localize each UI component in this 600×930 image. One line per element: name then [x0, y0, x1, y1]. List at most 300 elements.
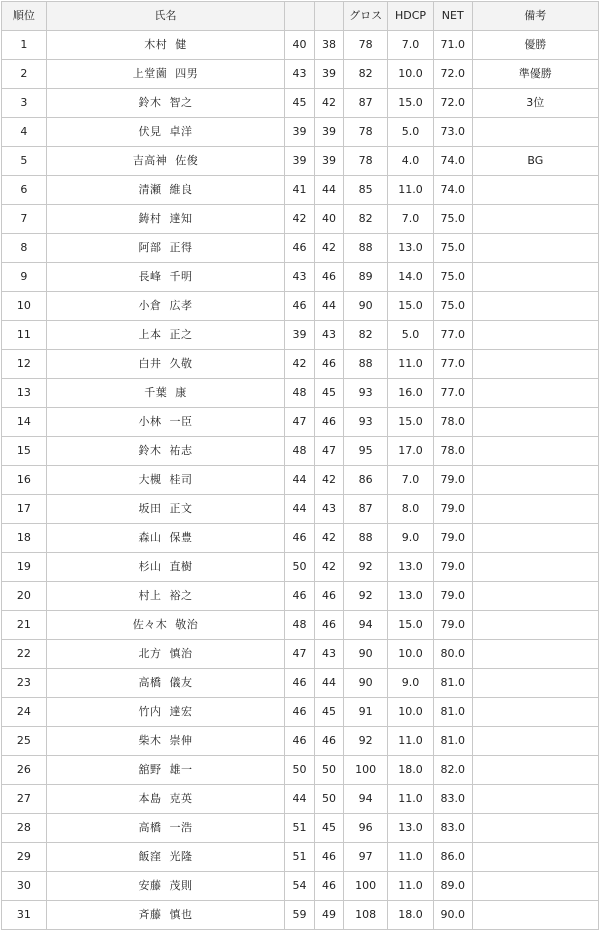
note-cell [472, 205, 598, 234]
player-name-cell [46, 495, 284, 524]
player-name-cell [46, 176, 284, 205]
hdcp-cell: 4.0 [388, 147, 434, 176]
note-cell [472, 350, 598, 379]
hdcp-cell: 11.0 [388, 843, 434, 872]
gross-cell: 97 [344, 843, 388, 872]
in-score-cell: 42 [314, 234, 344, 263]
player-name-cell [46, 437, 284, 466]
hdcp-cell: 8.0 [388, 495, 434, 524]
rank-cell: 15 [2, 437, 47, 466]
rank-cell: 27 [2, 785, 47, 814]
hdcp-cell: 5.0 [388, 321, 434, 350]
rank-cell: 29 [2, 843, 47, 872]
rank-cell: 3 [2, 89, 47, 118]
given-name: 慎也 [169, 908, 193, 921]
rank-cell: 28 [2, 814, 47, 843]
given-name: 儀友 [169, 676, 193, 689]
in-score-cell: 44 [314, 176, 344, 205]
table-row [2, 727, 599, 756]
results-table [1, 1, 599, 930]
gross-cell: 92 [344, 582, 388, 611]
player-name-cell [46, 611, 284, 640]
net-cell: 71.0 [433, 31, 472, 60]
family-name: 鈴木 [138, 96, 162, 109]
gross-cell: 88 [344, 350, 388, 379]
player-name-cell [46, 843, 284, 872]
net-cell: 81.0 [433, 669, 472, 698]
table-row [2, 379, 599, 408]
given-name: 桂司 [169, 473, 193, 486]
in-score-cell: 39 [314, 147, 344, 176]
gross-cell: 89 [344, 263, 388, 292]
family-name: 千葉 [144, 386, 168, 399]
rank-cell: 11 [2, 321, 47, 350]
in-score-cell: 47 [314, 437, 344, 466]
player-name-cell [46, 321, 284, 350]
net-cell: 73.0 [433, 118, 472, 147]
rank-cell: 8 [2, 234, 47, 263]
given-name: 佐俊 [175, 154, 199, 167]
gross-cell: 100 [344, 872, 388, 901]
table-row [2, 263, 599, 292]
family-name: 本島 [138, 792, 162, 805]
given-name: 達宏 [169, 705, 193, 718]
header-hdcp: HDCP [388, 2, 434, 31]
given-name: 茂則 [169, 879, 193, 892]
hdcp-cell: 13.0 [388, 814, 434, 843]
out-score-cell: 59 [285, 901, 315, 930]
gross-cell: 94 [344, 611, 388, 640]
hdcp-cell: 17.0 [388, 437, 434, 466]
family-name: 竹内 [138, 705, 162, 718]
given-name: 健 [175, 38, 187, 51]
header-note: 備考 [472, 2, 598, 31]
gross-cell: 92 [344, 553, 388, 582]
given-name: 広孝 [169, 299, 193, 312]
note-cell [472, 582, 598, 611]
given-name: 慎治 [169, 647, 193, 660]
family-name: 杉山 [138, 560, 162, 573]
in-score-cell: 50 [314, 785, 344, 814]
gross-cell: 85 [344, 176, 388, 205]
player-name-cell [46, 234, 284, 263]
table-row [2, 814, 599, 843]
player-name-cell [46, 292, 284, 321]
player-name-cell [46, 727, 284, 756]
net-cell: 75.0 [433, 263, 472, 292]
family-name: 斉藤 [138, 908, 162, 921]
given-name: 直樹 [169, 560, 193, 573]
in-score-cell: 42 [314, 89, 344, 118]
family-name: 小林 [138, 415, 162, 428]
in-score-cell: 38 [314, 31, 344, 60]
out-score-cell: 46 [285, 234, 315, 263]
table-row [2, 321, 599, 350]
note-cell [472, 553, 598, 582]
out-score-cell: 45 [285, 89, 315, 118]
table-row [2, 89, 599, 118]
family-name: 阿部 [138, 241, 162, 254]
note-cell [472, 756, 598, 785]
out-score-cell: 46 [285, 727, 315, 756]
player-name-cell [46, 147, 284, 176]
table-row [2, 524, 599, 553]
note-cell: BG [472, 147, 598, 176]
player-name-cell [46, 698, 284, 727]
table-row [2, 60, 599, 89]
table-row [2, 437, 599, 466]
gross-cell: 96 [344, 814, 388, 843]
in-score-cell: 43 [314, 321, 344, 350]
header-out [285, 2, 315, 31]
net-cell: 79.0 [433, 582, 472, 611]
net-cell: 86.0 [433, 843, 472, 872]
table-row [2, 843, 599, 872]
family-name: 柴木 [138, 734, 162, 747]
net-cell: 82.0 [433, 756, 472, 785]
in-score-cell: 45 [314, 698, 344, 727]
given-name: 正文 [169, 502, 193, 515]
in-score-cell: 40 [314, 205, 344, 234]
note-cell [472, 176, 598, 205]
rank-cell: 9 [2, 263, 47, 292]
player-name-cell [46, 901, 284, 930]
hdcp-cell: 10.0 [388, 640, 434, 669]
gross-cell: 95 [344, 437, 388, 466]
family-name: 伏見 [138, 125, 162, 138]
in-score-cell: 50 [314, 756, 344, 785]
gross-cell: 82 [344, 60, 388, 89]
in-score-cell: 39 [314, 118, 344, 147]
in-score-cell: 46 [314, 263, 344, 292]
given-name: 維良 [169, 183, 193, 196]
note-cell [472, 843, 598, 872]
given-name: 正得 [169, 241, 193, 254]
note-cell: 準優勝 [472, 60, 598, 89]
hdcp-cell: 11.0 [388, 785, 434, 814]
player-name-cell [46, 89, 284, 118]
in-score-cell: 42 [314, 553, 344, 582]
hdcp-cell: 7.0 [388, 205, 434, 234]
net-cell: 79.0 [433, 553, 472, 582]
table-header [2, 2, 599, 31]
table-row [2, 901, 599, 930]
note-cell [472, 611, 598, 640]
out-score-cell: 46 [285, 524, 315, 553]
out-score-cell: 48 [285, 379, 315, 408]
player-name-cell [46, 408, 284, 437]
given-name: 雄一 [169, 763, 193, 776]
gross-cell: 92 [344, 727, 388, 756]
out-score-cell: 51 [285, 843, 315, 872]
hdcp-cell: 11.0 [388, 176, 434, 205]
header-row [2, 2, 599, 31]
out-score-cell: 43 [285, 60, 315, 89]
hdcp-cell: 16.0 [388, 379, 434, 408]
out-score-cell: 44 [285, 495, 315, 524]
table-row [2, 350, 599, 379]
header-name: 氏名 [46, 2, 284, 31]
gross-cell: 78 [344, 147, 388, 176]
note-cell: 3位 [472, 89, 598, 118]
given-name: 保豊 [169, 531, 193, 544]
out-score-cell: 42 [285, 205, 315, 234]
family-name: 鋳村 [138, 212, 162, 225]
given-name: 康 [175, 386, 187, 399]
gross-cell: 82 [344, 205, 388, 234]
player-name-cell [46, 553, 284, 582]
player-name-cell [46, 785, 284, 814]
net-cell: 75.0 [433, 205, 472, 234]
given-name: 光隆 [169, 850, 193, 863]
in-score-cell: 45 [314, 379, 344, 408]
in-score-cell: 46 [314, 611, 344, 640]
in-score-cell: 39 [314, 60, 344, 89]
hdcp-cell: 9.0 [388, 524, 434, 553]
out-score-cell: 46 [285, 292, 315, 321]
given-name: 智之 [169, 96, 193, 109]
net-cell: 79.0 [433, 466, 472, 495]
table-row [2, 31, 599, 60]
hdcp-cell: 10.0 [388, 60, 434, 89]
note-cell [472, 234, 598, 263]
family-name: 鈴木 [138, 444, 162, 457]
out-score-cell: 46 [285, 669, 315, 698]
note-cell [472, 408, 598, 437]
family-name: 小倉 [138, 299, 162, 312]
table-row [2, 785, 599, 814]
net-cell: 90.0 [433, 901, 472, 930]
rank-cell: 24 [2, 698, 47, 727]
hdcp-cell: 13.0 [388, 553, 434, 582]
given-name: 久敬 [169, 357, 193, 370]
table-row [2, 234, 599, 263]
header-rank: 順位 [2, 2, 47, 31]
given-name: 四男 [175, 67, 199, 80]
net-cell: 72.0 [433, 89, 472, 118]
family-name: 木村 [144, 38, 168, 51]
gross-cell: 90 [344, 640, 388, 669]
family-name: 白井 [138, 357, 162, 370]
net-cell: 83.0 [433, 814, 472, 843]
note-cell [472, 466, 598, 495]
in-score-cell: 46 [314, 872, 344, 901]
gross-cell: 91 [344, 698, 388, 727]
out-score-cell: 41 [285, 176, 315, 205]
hdcp-cell: 10.0 [388, 698, 434, 727]
net-cell: 81.0 [433, 698, 472, 727]
gross-cell: 87 [344, 89, 388, 118]
table-row [2, 553, 599, 582]
player-name-cell [46, 205, 284, 234]
out-score-cell: 39 [285, 147, 315, 176]
out-score-cell: 50 [285, 756, 315, 785]
gross-cell: 88 [344, 524, 388, 553]
note-cell [472, 785, 598, 814]
player-name-cell [46, 582, 284, 611]
in-score-cell: 45 [314, 814, 344, 843]
hdcp-cell: 5.0 [388, 118, 434, 147]
out-score-cell: 44 [285, 785, 315, 814]
hdcp-cell: 7.0 [388, 31, 434, 60]
rank-cell: 4 [2, 118, 47, 147]
table-row [2, 640, 599, 669]
given-name: 敬治 [175, 618, 199, 631]
table-row [2, 118, 599, 147]
rank-cell: 17 [2, 495, 47, 524]
table-row [2, 408, 599, 437]
family-name: 佐々木 [132, 618, 168, 631]
gross-cell: 90 [344, 669, 388, 698]
given-name: 崇伸 [169, 734, 193, 747]
out-score-cell: 51 [285, 814, 315, 843]
gross-cell: 86 [344, 466, 388, 495]
rank-cell: 21 [2, 611, 47, 640]
given-name: 正之 [169, 328, 193, 341]
table-row [2, 176, 599, 205]
family-name: 高橋 [138, 821, 162, 834]
net-cell: 78.0 [433, 437, 472, 466]
header-in [314, 2, 344, 31]
table-row [2, 669, 599, 698]
family-name: 村上 [138, 589, 162, 602]
note-cell [472, 495, 598, 524]
rank-cell: 2 [2, 60, 47, 89]
in-score-cell: 49 [314, 901, 344, 930]
rank-cell: 25 [2, 727, 47, 756]
player-name-cell [46, 263, 284, 292]
rank-cell: 18 [2, 524, 47, 553]
note-cell [472, 698, 598, 727]
note-cell [472, 321, 598, 350]
rank-cell: 23 [2, 669, 47, 698]
table-row [2, 205, 599, 234]
hdcp-cell: 18.0 [388, 901, 434, 930]
player-name-cell [46, 31, 284, 60]
family-name: 坂田 [138, 502, 162, 515]
hdcp-cell: 15.0 [388, 408, 434, 437]
table-row [2, 495, 599, 524]
rank-cell: 16 [2, 466, 47, 495]
gross-cell: 87 [344, 495, 388, 524]
rank-cell: 7 [2, 205, 47, 234]
gross-cell: 108 [344, 901, 388, 930]
header-gross: グロス [344, 2, 388, 31]
hdcp-cell: 11.0 [388, 872, 434, 901]
given-name: 達知 [169, 212, 193, 225]
gross-cell: 100 [344, 756, 388, 785]
family-name: 安藤 [138, 879, 162, 892]
header-net: NET [433, 2, 472, 31]
out-score-cell: 50 [285, 553, 315, 582]
table-row [2, 698, 599, 727]
net-cell: 77.0 [433, 379, 472, 408]
table-row [2, 292, 599, 321]
out-score-cell: 46 [285, 582, 315, 611]
hdcp-cell: 15.0 [388, 611, 434, 640]
in-score-cell: 46 [314, 350, 344, 379]
table-row [2, 582, 599, 611]
family-name: 吉高神 [132, 154, 168, 167]
hdcp-cell: 11.0 [388, 727, 434, 756]
note-cell [472, 640, 598, 669]
table-row [2, 756, 599, 785]
note-cell [472, 727, 598, 756]
in-score-cell: 46 [314, 582, 344, 611]
in-score-cell: 43 [314, 640, 344, 669]
out-score-cell: 43 [285, 263, 315, 292]
gross-cell: 78 [344, 31, 388, 60]
in-score-cell: 43 [314, 495, 344, 524]
player-name-cell [46, 814, 284, 843]
out-score-cell: 54 [285, 872, 315, 901]
family-name: 森山 [138, 531, 162, 544]
out-score-cell: 46 [285, 698, 315, 727]
net-cell: 79.0 [433, 495, 472, 524]
given-name: 一臣 [169, 415, 193, 428]
rank-cell: 22 [2, 640, 47, 669]
hdcp-cell: 7.0 [388, 466, 434, 495]
family-name: 飯窪 [138, 850, 162, 863]
net-cell: 83.0 [433, 785, 472, 814]
gross-cell: 90 [344, 292, 388, 321]
player-name-cell [46, 524, 284, 553]
family-name: 北方 [138, 647, 162, 660]
out-score-cell: 47 [285, 408, 315, 437]
rank-cell: 13 [2, 379, 47, 408]
hdcp-cell: 9.0 [388, 669, 434, 698]
in-score-cell: 44 [314, 669, 344, 698]
gross-cell: 78 [344, 118, 388, 147]
given-name: 卓洋 [169, 125, 193, 138]
rank-cell: 30 [2, 872, 47, 901]
rank-cell: 14 [2, 408, 47, 437]
player-name-cell [46, 350, 284, 379]
player-name-cell [46, 756, 284, 785]
family-name: 舘野 [138, 763, 162, 776]
out-score-cell: 48 [285, 437, 315, 466]
table-body [2, 31, 599, 930]
out-score-cell: 44 [285, 466, 315, 495]
gross-cell: 88 [344, 234, 388, 263]
net-cell: 79.0 [433, 611, 472, 640]
rank-cell: 6 [2, 176, 47, 205]
gross-cell: 93 [344, 379, 388, 408]
note-cell [472, 669, 598, 698]
player-name-cell [46, 379, 284, 408]
family-name: 上堂薗 [132, 67, 168, 80]
given-name: 克英 [169, 792, 193, 805]
net-cell: 81.0 [433, 727, 472, 756]
note-cell [472, 379, 598, 408]
player-name-cell [46, 872, 284, 901]
note-cell [472, 814, 598, 843]
note-cell [472, 524, 598, 553]
hdcp-cell: 13.0 [388, 234, 434, 263]
net-cell: 75.0 [433, 234, 472, 263]
table-row [2, 872, 599, 901]
hdcp-cell: 15.0 [388, 89, 434, 118]
given-name: 祐志 [169, 444, 193, 457]
rank-cell: 26 [2, 756, 47, 785]
in-score-cell: 44 [314, 292, 344, 321]
hdcp-cell: 11.0 [388, 350, 434, 379]
note-cell [472, 872, 598, 901]
net-cell: 78.0 [433, 408, 472, 437]
rank-cell: 12 [2, 350, 47, 379]
given-name: 千明 [169, 270, 193, 283]
net-cell: 89.0 [433, 872, 472, 901]
